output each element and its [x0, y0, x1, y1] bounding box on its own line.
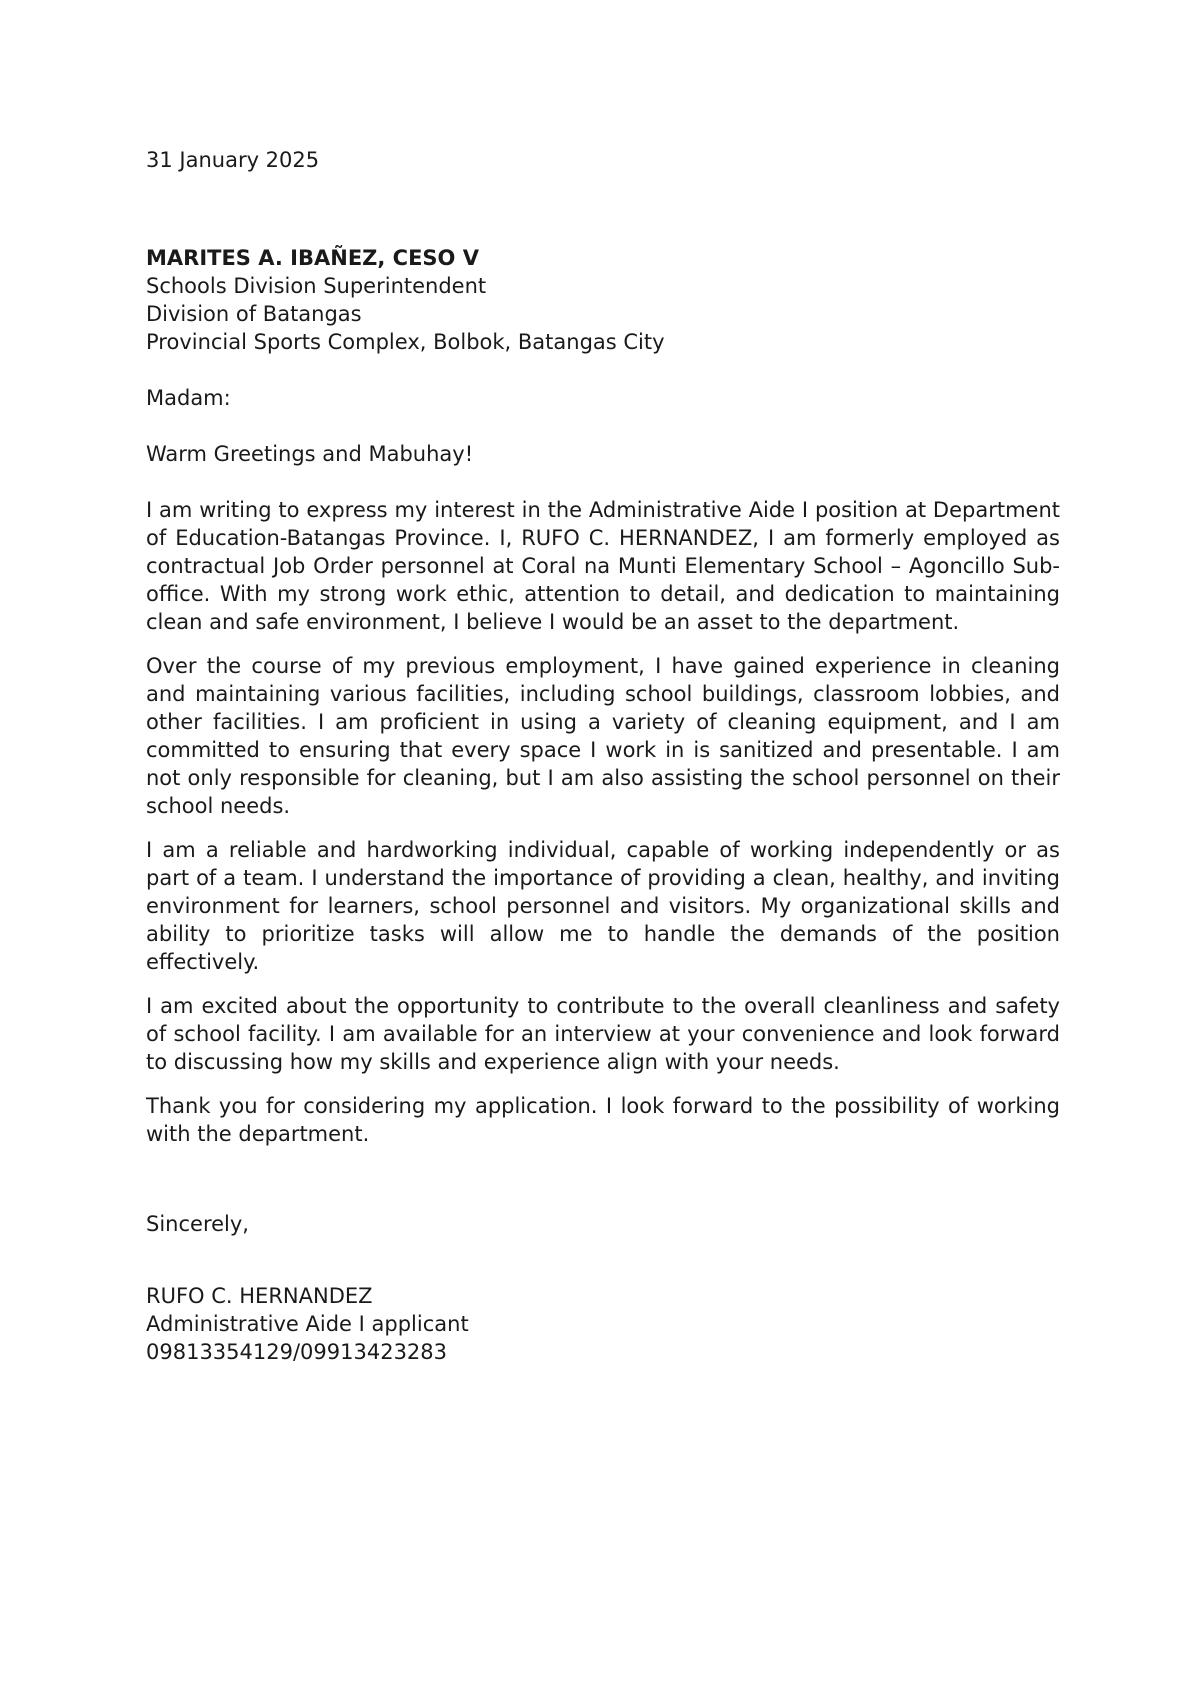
- signature-phone: 09813354129/09913423283: [146, 1340, 448, 1364]
- body-paragraph-5: Thank you for considering my application. I look forward to the possibility of working with the department.: [146, 1094, 1060, 1146]
- letter-page: [146, 146, 1060, 1366]
- body-paragraph-3: I am a reliable and hardworking individual, capable of working independently or as part of a team. I understand the importance of providing a clean, healthy, and inviting environment for learners, school personnel and visitors. My organizational skills and ability to prioritize tasks will allow me to handle the demands of the position effectively.: [146, 838, 1060, 974]
- body-paragraph-2: Over the course of my previous employment, I have gained experience in cleaning and maintaining various facilities, including school buildings, classroom lobbies, and other facilities. I am proficient in using a variety of cleaning equipment, and I am committed to ensuring that every space I work in is sanitized and presentable. I am not only responsible for cleaning, but I am also assisting the school personnel on their school needs.: [146, 654, 1060, 818]
- closing: Sincerely,: [146, 1212, 249, 1236]
- recipient-division: Division of Batangas: [146, 302, 362, 326]
- recipient-address: Provincial Sports Complex, Bolbok, Batangas City: [146, 330, 665, 354]
- signature-block: [146, 1282, 1060, 1366]
- body-paragraph-4: I am excited about the opportunity to contribute to the overall cleanliness and safety of school facility. I am available for an interview at your convenience and look forward to discussing how my skills and experience align with your needs.: [146, 994, 1060, 1074]
- salutation: Madam:: [146, 386, 231, 410]
- recipient-block: [146, 244, 1060, 356]
- greeting: Warm Greetings and Mabuhay!: [146, 442, 474, 466]
- recipient-title: Schools Division Superintendent: [146, 274, 487, 298]
- recipient-name: MARITES A. IBAÑEZ, CESO V: [146, 246, 479, 270]
- body-paragraph-1: I am writing to express my interest in the Administrative Aide I position at Department of Education-Batangas Province. I, RUFO C. HERNANDEZ, I am formerly employed as contractual Job Order personnel at Coral na Munti Elementary School – Agoncillo Sub-office. With my strong work ethic, attention to detail, and dedication to maintaining clean and safe environment, I believe I would be an asset to the department.: [146, 498, 1060, 634]
- signature-role: Administrative Aide I applicant: [146, 1312, 469, 1336]
- signature-name: RUFO C. HERNANDEZ: [146, 1284, 373, 1308]
- letter-date: 31 January 2025: [146, 148, 320, 172]
